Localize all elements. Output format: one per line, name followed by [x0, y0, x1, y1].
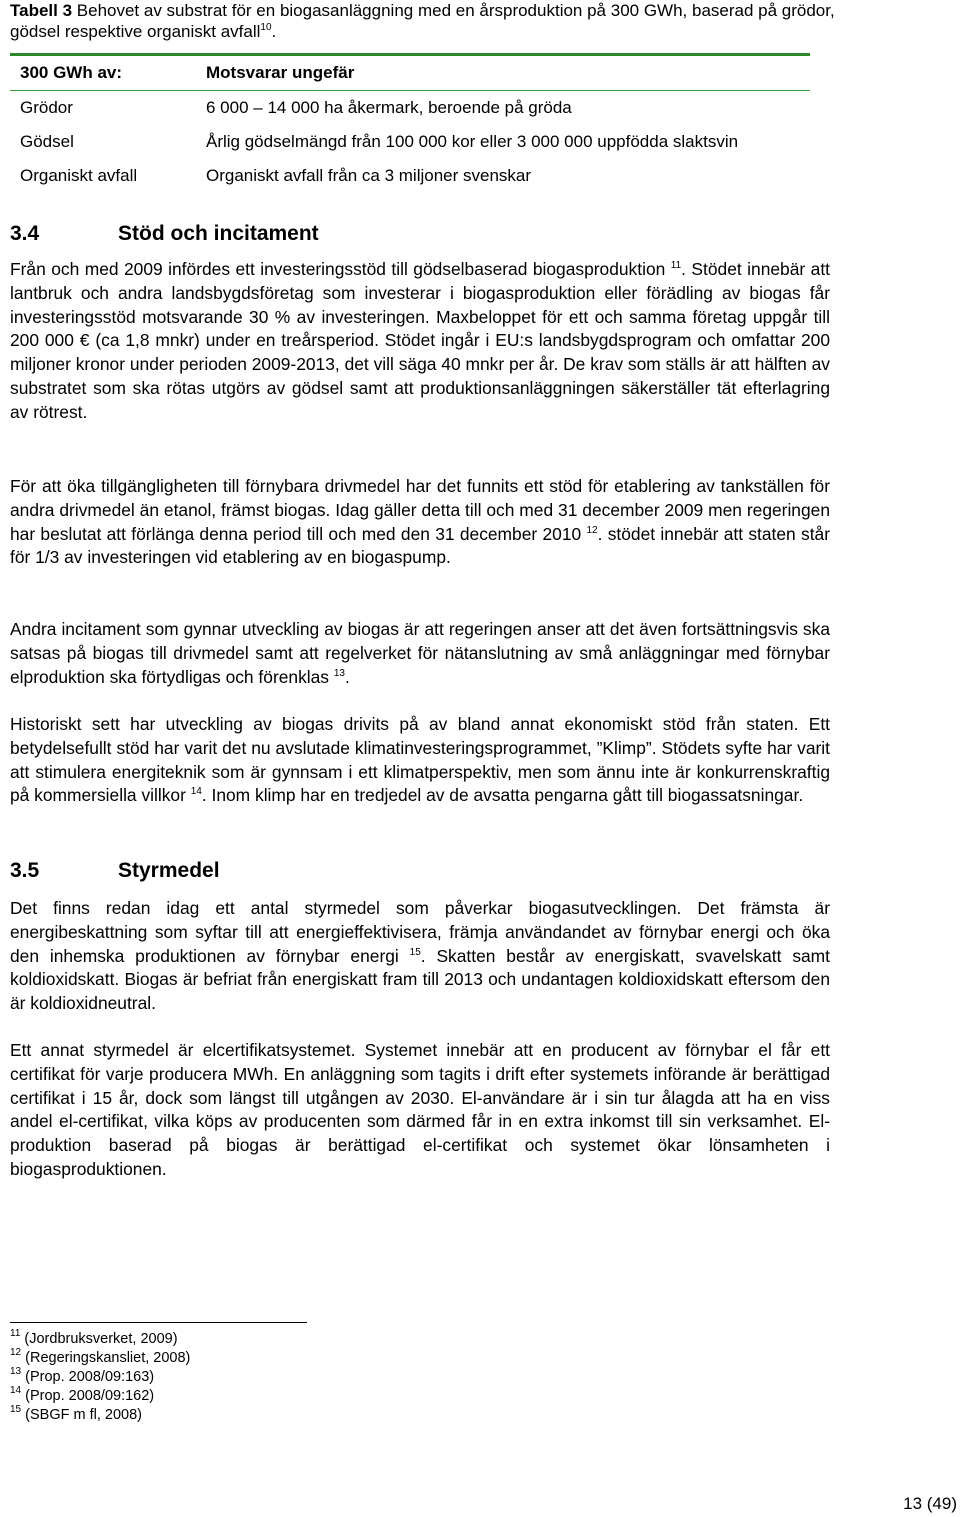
section-title: Stöd och incitament [118, 222, 319, 245]
paragraph-text: . [344, 666, 350, 687]
table-row [10, 159, 810, 193]
substrate-table [10, 53, 810, 193]
footnote-text: (Prop. 2008/09:162) [21, 1388, 155, 1404]
table-row [10, 91, 810, 125]
table-cell: Gödsel [20, 132, 74, 151]
footnote-ref: 11 [670, 260, 682, 271]
paragraph-text: Historiskt sett har utveckling av biogas drivits på av bland annat ekonomiskt stöd från staten. Ett betydelsefullt stöd har varit det nu avslutade klimatinvesteringsprogrammet, ”Klimp”. Stödets syfte har varit att stimulera energiteknik som är gynnsam i ett klimatperspektiv, men som ännu inte är konkurrenskraftig på kommersiella villkor [10, 714, 830, 806]
paragraph-text: Det finns redan idag ett antal styrmedel som påverkar biogasutvecklingen. Det främsta är energibeskattning som syftar till att energieffektivisera, främja användandet av förnybar energi och öka den inhemska produktionen av förnybar energi [10, 898, 830, 966]
footnote-text: (Regeringskansliet, 2008) [21, 1350, 191, 1366]
footnote-number: 15 [10, 1404, 22, 1415]
section-heading-3-5 [10, 859, 220, 883]
table-cell: 6 000 – 14 000 ha åkermark, beroende på gröda [206, 98, 572, 117]
footnote-text: (Jordbruksverket, 2009) [20, 1331, 178, 1347]
footnote-number: 14 [10, 1385, 22, 1396]
footnote-ref: 14 [190, 786, 202, 798]
footnote-text: (Prop. 2008/09:163) [21, 1369, 155, 1385]
paragraph-investment-support [10, 258, 830, 425]
footnote-ref: 13 [333, 667, 345, 679]
footnote [10, 1368, 190, 1387]
footnote-text: (SBGF m fl, 2008) [21, 1407, 142, 1423]
footnote [10, 1406, 190, 1425]
paragraph-other-incentives [10, 618, 830, 689]
table-cell: Grödor [20, 98, 73, 117]
paragraph-text: . stödet innebär att staten står för 1/3 av investeringen vid etablering av en biogaspump. [10, 523, 830, 568]
paragraph-text: Från och med 2009 infördes ett investeringsstöd till gödselbaserad biogasproduktion [10, 259, 671, 279]
footnote-ref: 15 [409, 946, 421, 958]
footnote [10, 1387, 190, 1406]
paragraph-history-klimp [10, 713, 830, 808]
paragraph-text: För att öka tillgängligheten till förnybara drivmedel har det funnits ett stöd för etablering av tankställen för andra drivmedel än etanol, främst biogas. Idag gäller detta till och med 31 december 2009 men regeringen har beslutat att förlänga denna period till och med den 31 december 2010 [10, 476, 830, 544]
paragraph-text: Andra incitament som gynnar utveckling av biogas är att regeringen anser att det även fortsättningsvis ska satsas på biogas till drivmedel samt att regelverket för nätanslutning av små anläggningar med förnybar elproduktion ska förtydligas och förenklas [10, 619, 830, 687]
table-cell: Årlig gödselmängd från 100 000 kor eller 3 000 000 uppfödda slaktsvin [206, 132, 739, 151]
paragraph-energy-taxation [10, 897, 830, 1016]
footnote-number: 11 [10, 1328, 21, 1339]
footnote [10, 1330, 190, 1349]
paragraph-text: . Skatten består av energiskatt, svavelskatt samt koldioxidskatt. Biogas är befriat från energiskatt fram till 2013 och undantagen koldioxidskatt eftersom den är koldioxidneutral. [10, 945, 830, 1014]
paragraph-text: . Inom klimp har en tredjedel av de avsatta pengarna gått till biogassatsningar. [201, 785, 804, 806]
table-header-cell: Motsvarar ungefär [206, 63, 355, 82]
table-cell: Organiskt avfall från ca 3 miljoner svenskar [206, 166, 532, 185]
table-caption-text: Behovet av substrat för en biogasanläggning med en årsproduktion på 300 GWh, baserad på grödor, gödsel respektive organiskt avfall [10, 1, 835, 41]
table-caption-end: . [271, 22, 277, 41]
page-number: 13 (49) [903, 1494, 957, 1513]
table-row [10, 125, 810, 159]
section-heading-3-4 [10, 222, 319, 246]
footnote-ref: 12 [586, 524, 598, 536]
footnote-separator [10, 1322, 307, 1323]
section-number: 3.4 [10, 222, 40, 245]
footnote-number: 12 [10, 1347, 22, 1358]
footnote-number: 13 [10, 1366, 22, 1377]
table-caption [10, 0, 835, 42]
paragraph-fuel-stations [10, 475, 830, 570]
table-caption-label: Tabell 3 [10, 1, 73, 20]
table-header-row [10, 56, 810, 90]
section-title: Styrmedel [118, 859, 220, 882]
paragraph-el-certificates: Ett annat styrmedel är elcertifikatsystemet. Systemet innebär att en producent av förnybar el får ett certifikat för varje producera MWh. En anläggning som tagits i drift efter systemets införande är berättigad certifikat i 15 år, dock som längst till utgången av 2030. El-användare är i sin tur ålagda att ha en viss andel el-certifikat, vilka köps av producenten som därmed får in en extra inkomst till sin verksamhet. El-produktion baserad på biogas är berättigad el-certifikat och systemet ökar lönsamheten i biogasproduktionen. [10, 1040, 830, 1179]
footnotes [10, 1330, 190, 1425]
footnote [10, 1349, 190, 1368]
paragraph-text: . Stödet innebär att lantbruk och andra landsbygdsföretag som investerar i biogasproduktion eller förädling av biogas får investeringsstöd motsvarande 30 % av investeringen. Maxbeloppet för ett och samma företag uppgår till 200 000 € (ca 1,8 mnkr) under en treårsperiod. Stödet ingår i EU:s landsbygdsprogram och omfattar 200 miljoner kronor under perioden 2009-2013, det vill säga 40 mnkr per år. De krav som ställs är att hälften av substratet som ska rötas utgörs av gödsel samt att produktionsanläggningen säkerställer tät efterlagring av rötrest. [10, 259, 830, 422]
table-header-cell: 300 GWh av: [20, 63, 123, 82]
table-cell: Organiskt avfall [20, 166, 138, 185]
section-number: 3.5 [10, 859, 40, 882]
table-caption-ref: 10 [260, 22, 272, 33]
